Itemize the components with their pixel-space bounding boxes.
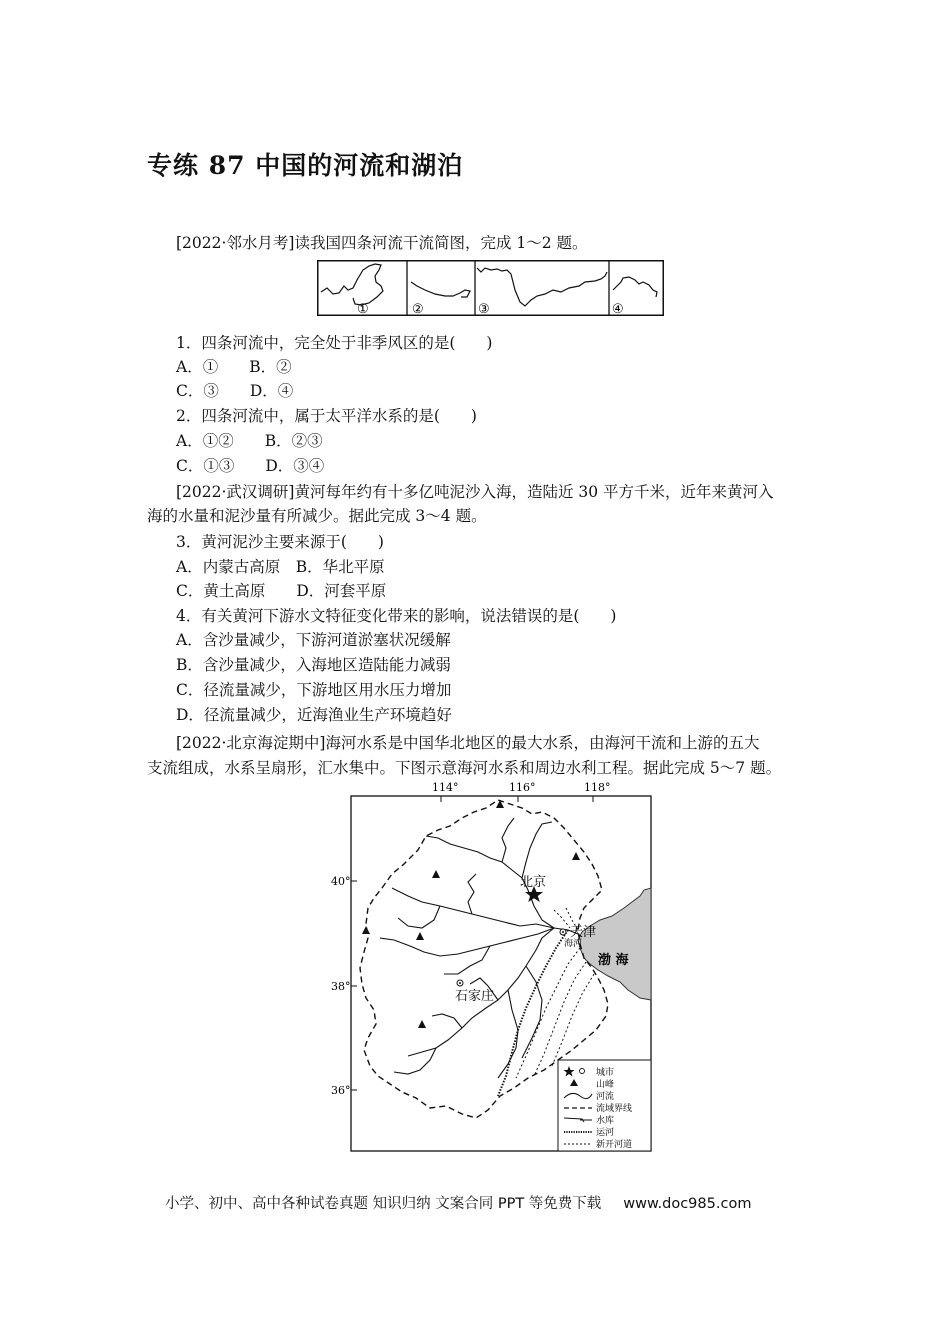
- lon-label-116: 116°: [509, 781, 536, 794]
- footer-text: 小学、初中、高中各种试卷真题 知识归纳 文案合同 PPT 等免费下载: [165, 1196, 602, 1212]
- legend-label-city: 城市: [596, 1068, 615, 1078]
- legend-label-reservoir: 水库: [596, 1116, 615, 1126]
- page-title: 专练 87 中国的河流和湖泊: [147, 151, 464, 180]
- question-1-stem: 1．四条河流中，完全处于非季风区的是( ): [176, 334, 493, 352]
- lon-label-114: 114°: [432, 781, 459, 794]
- legend-label-canal: 运河: [596, 1128, 615, 1138]
- source-tag: [2022·北京海淀期中]: [176, 734, 326, 752]
- footer-url[interactable]: www.doc985.com: [623, 1196, 752, 1212]
- legend-label-river: 河流: [596, 1092, 615, 1102]
- intro-text: 读我国四条河流干流简图，完成 1～2 题。: [294, 234, 588, 252]
- label-haihe: 海河: [564, 939, 583, 949]
- legend-city-icon: [580, 1069, 585, 1074]
- city-tianjin: 天津: [570, 925, 597, 940]
- question-3-stem: 3．黄河泥沙主要来源于( ): [176, 533, 384, 551]
- river-label-2: ②: [412, 302, 424, 316]
- rivers-figure: [317, 260, 664, 316]
- intro-text: 海河水系是中国华北地区的最大水系，由海河干流和上游的五大: [325, 734, 760, 752]
- question-4-option-d: D．径流量减少，近海渔业生产环境趋好: [176, 706, 452, 724]
- sea-label: 渤 海: [598, 953, 629, 968]
- intro-text: 黄河每年约有十多亿吨泥沙入海，造陆近 30 平方千米，近年来黄河入: [294, 483, 774, 501]
- lat-label-36: 36°: [331, 1084, 351, 1097]
- legend-label-peak: 山峰: [596, 1080, 615, 1090]
- lat-label-38: 38°: [331, 980, 351, 993]
- intro-paragraph-2-line-2: 海的水量和泥沙量有所减少。据此完成 3～4 题。: [147, 507, 487, 525]
- source-tag: [2022·武汉调研]: [176, 483, 295, 501]
- question-2-options-row-2: C．①③ D．③④: [176, 457, 325, 475]
- lat-label-40: 40°: [331, 875, 351, 888]
- legend-label-boundary: 流域界线: [596, 1104, 633, 1114]
- city-shijiazhuang: 石家庄: [455, 989, 495, 1004]
- page-footer: [165, 1192, 751, 1213]
- question-3-options-row-2: C．黄土高原 D．河套平原: [176, 582, 387, 600]
- question-4-option-c: C．径流量减少，下游地区用水压力增加: [176, 681, 452, 699]
- city-beijing: 北京: [520, 875, 547, 890]
- river-label-4: ④: [612, 302, 624, 316]
- river-label-3: ③: [478, 302, 490, 316]
- question-4-option-a: A．含沙量减少，下游河道淤塞状况缓解: [176, 631, 451, 649]
- source-tag: [2022·邻水月考]: [176, 234, 295, 252]
- intro-paragraph-1: [176, 233, 588, 253]
- map-legend: [558, 1060, 651, 1151]
- question-2-options-row-1: A．①② B．②③: [176, 432, 323, 450]
- question-4-option-b: B．含沙量减少，入海地区造陆能力减弱: [176, 656, 451, 674]
- question-3-options-row-1: A．内蒙古高原 B．华北平原: [176, 558, 385, 576]
- question-1-options-row-2: C．③ D．④: [176, 382, 294, 400]
- legend-label-new-channel: 新开河道: [596, 1140, 633, 1150]
- intro-paragraph-2-line-1: [176, 482, 774, 502]
- question-1-options-row-1: A．① B．②: [176, 358, 292, 376]
- haihe-map: [322, 778, 654, 1154]
- question-4-stem: 4．有关黄河下游水文特征变化带来的影响，说法错误的是( ): [176, 607, 617, 625]
- question-2-stem: 2．四条河流中，属于太平洋水系的是( ): [176, 407, 477, 425]
- intro-paragraph-3-line-2: 支流组成，水系呈扇形，汇水集中。下图示意海河水系和周边水利工程。据此完成 5～7 题。: [147, 759, 782, 777]
- river-label-1: ①: [357, 302, 369, 316]
- intro-paragraph-3-line-1: [176, 733, 759, 753]
- lon-label-118: 118°: [584, 781, 611, 794]
